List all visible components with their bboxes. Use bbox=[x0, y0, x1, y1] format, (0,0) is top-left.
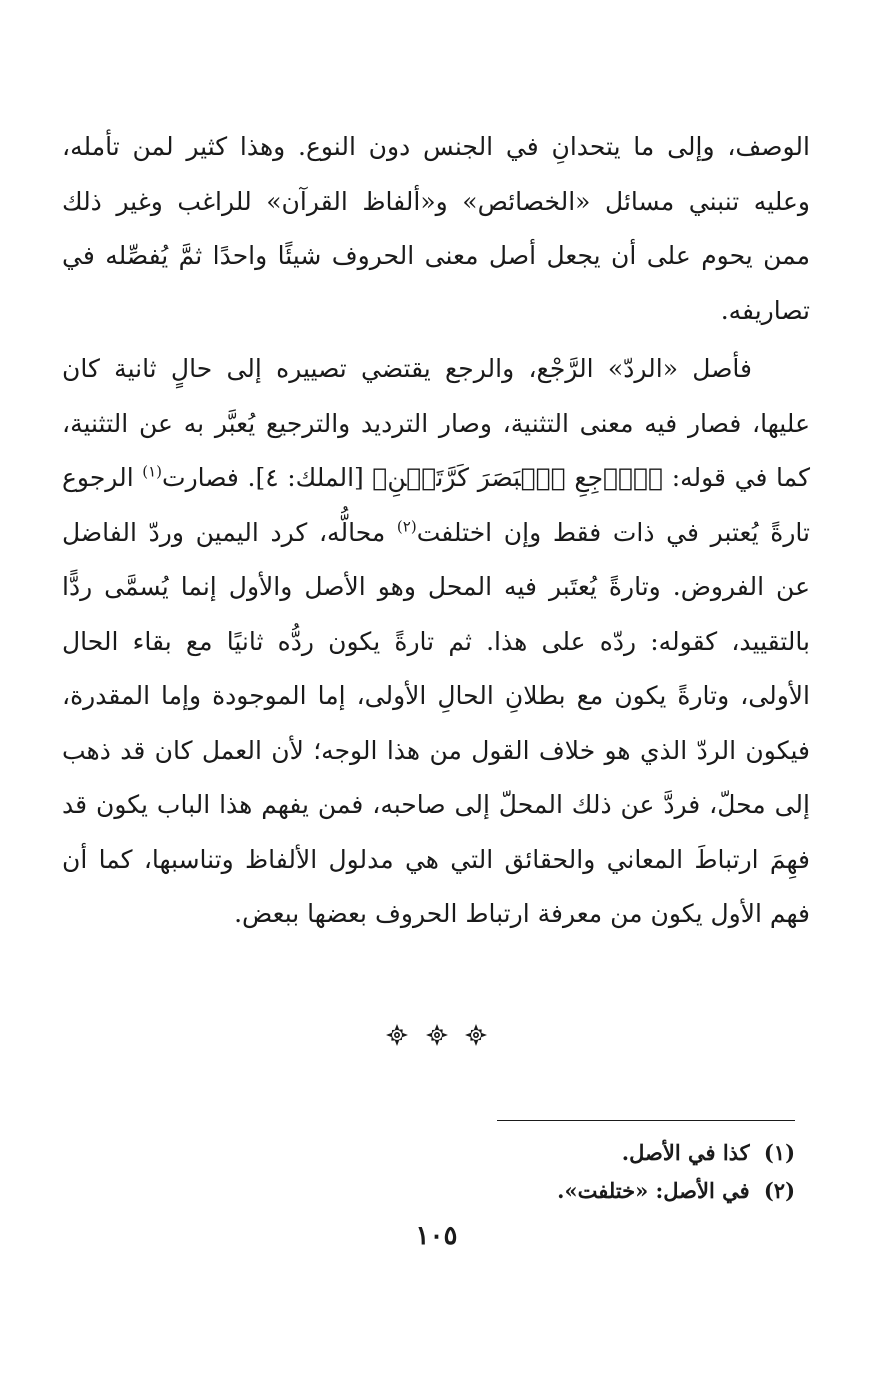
paragraph-2-text-c: محالُّه، كرد اليمين وردّ الفاضل عن الفروض. وتارةً يُعتَبر فيه المحل وهو الأصل والأول إنما يُسمَّى ردًّا بالتقييد، كقوله: ردّه على هذا. ثم تارةً يكون ردُّه ثانيًا مع بقاء الحال الأولى، وتارةً يكون مع بطلانِ الحالِ الأولى، إما الموجودة وإما المقدرة، فيكون الردّ الذي هو خلاف القول من هذا الوجه؛ لأن العمل كان قد ذهب إلى محلّ، فردَّ عن ذلك المحلّ إلى صاحبه، فمن يفهم هذا الباب يكون قد فهِمَ ارتباطَ المعاني والحقائق التي هي مدلول الألفاظ وتناسبها، كما أن فهم الأول يكون من معرفة ارتباط الحروف بعضها ببعض. bbox=[62, 517, 810, 928]
footnote-text: في الأصل: «ختلفت». bbox=[557, 1178, 750, 1203]
footnote-2 bbox=[295, 1172, 795, 1210]
paragraph-2-text-b: الرجوع تارةً يُعتبر في ذات فقط وإن اختلفت bbox=[62, 463, 810, 547]
footnote-ref-1[interactable]: (١) bbox=[142, 462, 163, 481]
paragraph-2 bbox=[62, 342, 810, 942]
paragraph-1 bbox=[62, 120, 810, 338]
paragraph-2-text-a: فأصل «الردّ» الرَّجْع، والرجع يقتضي تصييره إلى حالٍ ثانية كان عليها، فصار فيه معنى التثنية، وصار الترديد والترجيع يُعبَّر به عن التثنية، كما في قوله: ﴿ٱرۡجِعِ ٱلۡبَصَرَ كَرَّتَيۡنِ﴾ [الملك: ٤]. فصارت bbox=[62, 354, 810, 492]
footnotes bbox=[295, 1134, 795, 1210]
main-text bbox=[62, 120, 810, 942]
ornament-icon bbox=[386, 1024, 408, 1046]
footnote-1 bbox=[295, 1134, 795, 1172]
paragraph-1-text: الوصف، وإلى ما يتحدانِ في الجنس دون النوع. وهذا كثير لمن تأمله، وعليه تنبني مسائل «الخصائص» و«ألفاظ القرآن» للراغب وغير ذلك ممن يحوم على أن يجعل أصل معنى الحروف شيئًا واحدًا ثمَّ يُفصِّله في تصاريفه. bbox=[62, 132, 810, 325]
footnote-separator bbox=[497, 1120, 795, 1121]
ornament-icon bbox=[426, 1024, 448, 1046]
footnote-number: (١) bbox=[763, 1140, 795, 1165]
footnote-ref-2[interactable]: (٢) bbox=[396, 517, 417, 536]
footnote-text: كذا في الأصل. bbox=[621, 1140, 750, 1165]
ornament-icon bbox=[465, 1024, 487, 1046]
page-number: ١٠٥ bbox=[415, 1221, 458, 1251]
section-divider bbox=[0, 1024, 873, 1046]
footnote-number: (٢) bbox=[763, 1178, 795, 1203]
